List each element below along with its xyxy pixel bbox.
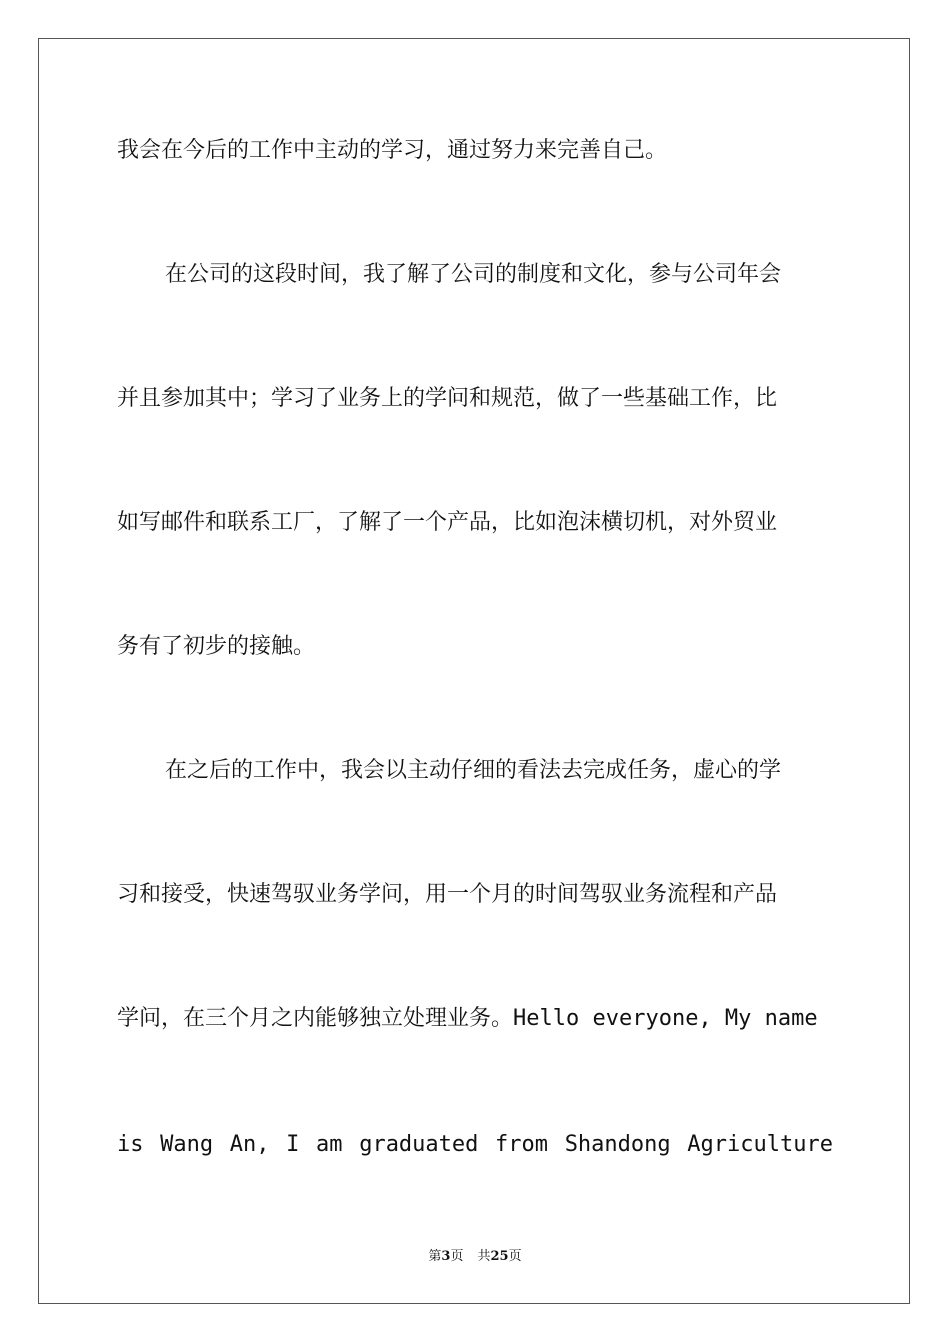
body-text-line-3: 并且参加其中；学习了业务上的学问和规范，做了一些基础工作，比	[117, 386, 778, 411]
footer-page-prefix: 第	[428, 1249, 442, 1264]
body-text-line-7: 习和接受，快速驾驭业务学问，用一个月的时间驾驭业务流程和产品	[117, 882, 778, 907]
body-text-line-1: 我会在今后的工作中主动的学习，通过努力来完善自己。	[117, 138, 668, 163]
body-text-line-4: 如写邮件和联系工厂，了解了一个产品，比如泡沫横切机，对外贸业	[117, 510, 778, 535]
footer-page-suffix: 页	[450, 1249, 464, 1264]
page-border	[38, 38, 910, 1304]
body-text-line-8: 学问，在三个月之内能够独立处理业务。Hello everyone, My name	[117, 1006, 818, 1031]
footer-page-current: 3	[441, 1249, 451, 1264]
body-text-line-5: 务有了初步的接触。	[117, 634, 316, 659]
page-footer	[0, 1248, 950, 1266]
footer-total-prefix: 共	[477, 1249, 491, 1264]
body-text-line-6: 在之后的工作中，我会以主动仔细的看法去完成任务，虚心的学	[165, 758, 782, 783]
footer-page-total: 25	[490, 1249, 509, 1264]
body-text-line-2: 在公司的这段时间，我了解了公司的制度和文化，参与公司年会	[165, 262, 782, 287]
body-text-line-9: is Wang An, I am graduated from Shandong Agriculture	[117, 1132, 833, 1157]
footer-total-suffix: 页	[508, 1249, 522, 1264]
